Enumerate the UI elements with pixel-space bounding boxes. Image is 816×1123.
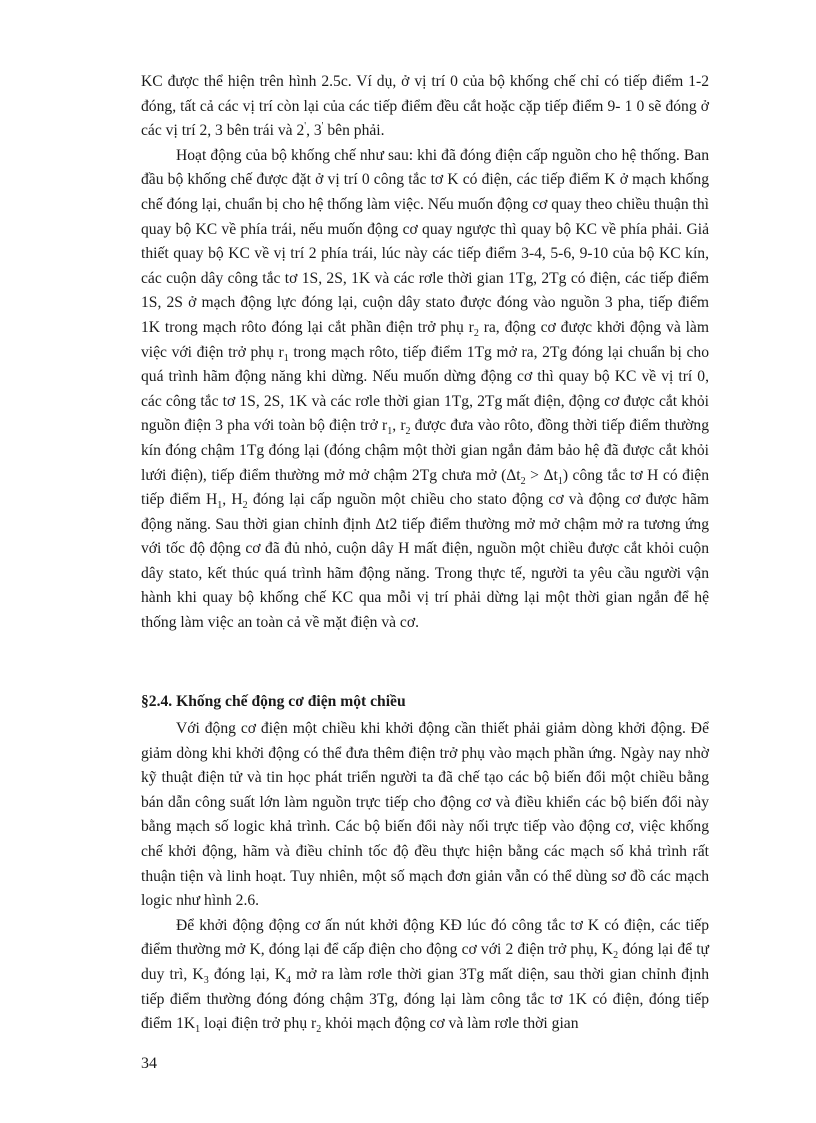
text-run: ) công tắc tơ H có điện tiếp điểm H [141,466,709,509]
sub-script-text: 1 [557,475,563,487]
sub-script-text: 1 [283,352,289,364]
sub-script-text: 2 [316,1024,322,1036]
sub-script-text: 2 [520,475,526,487]
text-run: đóng lại để tự duy trì, K [141,941,709,983]
paragraph [141,914,709,1037]
sub-script-text: 2 [473,328,479,340]
sub-script-text: 1 [195,1024,201,1036]
paragraph [141,144,709,636]
sub-script-text: 2 [242,500,248,512]
text-run: được đưa vào rôto, đồng thời tiếp điểm thường kín đóng chậm 1Tg đóng lại (đóng chậm một thời gian ngắn đảm bảo hệ đã được cắt khỏi lưới điện), tiếp điểm thường mở mở chậm 2Tg chưa mở (Δt [141,417,709,484]
sub-script-text: 1 [387,426,393,438]
text-run: đóng lại cấp nguồn một chiều cho stato động cơ và động cơ được hãm động năng. Sau thời gian chỉnh định Δt2 tiếp điểm thường mở mở chậm mở ra tương ứng với tốc độ động cơ đã đủ nhỏ, cuộn dây H mất điện, nguồn một chiều được cắt khỏi cuộn dây stato, kết thúc quá trình hãm động năng. Trong thực tế, người ta yêu cầu người vận hành khi quay bộ khống chế KC qua mỗi vị trí phải dừng lại một thời gian ngắn để hệ thống làm việc an toàn cả về mặt điện và cơ. [141,491,710,632]
sub-script-text: 1 [217,500,223,512]
paragraph [141,717,709,914]
paragraph [141,70,709,144]
page-body [141,70,710,1036]
text-run: đóng lại, K [208,965,287,983]
text-run: trong mạch rôto, tiếp điểm 1Tg mở ra, 2Tg đóng lại chuẩn bị cho quá trình hãm động năng khi dừng. Nếu muốn dừng động cơ thì quay bộ KC về vị trí 0, các công tắc tơ 1S, 2S, 1K và các rơle thời gian 1Tg, 2Tg mất điện, động cơ được cắt khỏi nguồn điện 3 pha với toàn bộ điện trở r [141,343,709,435]
sub-script-text: 2 [405,426,411,438]
sup-script-text: ' [321,121,324,132]
sub-script-text: 3 [203,975,209,987]
text-run: Hoạt động của bộ khống chế như sau: khi đã đóng điện cấp nguồn cho hệ thống. Ban đầu bộ khống chế được đặt ở vị trí 0 công tắc tơ K có điện, các tiếp điểm K ở mạch khống chế đóng lại, chuẩn bị cho hệ thống làm việc. Nếu muốn động cơ quay theo chiều thuận thì quay bộ KC về phía trái, nếu muốn động cơ quay ngược thì quay bộ KC về phía phải. Giả thiết quay bộ KC về vị trí 2 phía trái, lúc này các tiếp điểm 3-4, 5-6, 9-10 của bộ KC kín, các cuộn dây công tắc tơ 1S, 2S, 1K và các rơle thời gian 1Tg, 2Tg có điện, các tiếp điểm 1S, 2S ở mạch động lực đóng lại, cuộn dây stato được đóng vào nguồn 3 pha, tiếp điểm 1K trong mạch rôto đóng lại cắt phần điện trở phụ r [141,146,709,336]
sup-script-text: ' [304,121,307,132]
text-run: loại điện trở phụ r [200,1015,317,1033]
text-run: Với động cơ điện một chiều khi khởi động cần thiết phải giảm dòng khởi động. Để giảm dòng khi khởi động có thể đưa thêm điện trở phụ vào mạch phần ứng. Ngày nay nhờ kỹ thuật điện tử và tin học phát triển người ta đã chế tạo các bộ biến đổi một chiều bằng bán dẫn công suất lớn làm nguồn trực tiếp cho động cơ và điều khiển các bộ biến đổi này bằng mạch số logic khả trình. Các bộ biến đổi này nối trực tiếp vào động cơ, việc khống chế khởi động, hãm và điều chỉnh tốc độ đều thực hiện bằng các mạch số khả trình rất thuận tiện và linh hoạt. Tuy nhiên, một số mạch đơn giản vẫn có thể dùng sơ đồ các mạch logic như hình 2.6. [141,720,709,910]
text-run: ra, động cơ được khởi động và làm việc với điện trở phụ r [141,318,709,361]
text-run: , r [392,417,406,435]
text-run: , H [222,491,243,509]
text-run: > Δt [525,466,558,484]
sub-script-text: 2 [613,950,619,962]
section-heading: §2.4. Khống chế động cơ điện một chiều [141,693,406,710]
section-body [141,717,709,1037]
page-number: 34 [141,1055,157,1072]
text-run: Để khởi động động cơ ấn nút khởi động KĐ lúc đó công tắc tơ K có điện, các tiếp điểm thường mở K, đóng lại để cấp điện cho động cơ với 2 điện trở phụ, K [141,916,709,959]
text-run: khỏi mạch động cơ và làm rơle thời gian [321,1015,579,1033]
text-run: KC được thể hiện trên hình 2.5c. Ví dụ, ở vị trí 0 của bộ khống chế chỉ có tiếp điểm 1-2 đóng, tất cả các vị trí còn lại của các tiếp điểm đều cắt hoặc cặp tiếp điểm 9- 1 0 sẽ đóng ở các vị trí 2, 3 bên trái và 2 [141,73,709,140]
sub-script-text: 4 [286,975,292,987]
text-run: , 3 [306,122,322,140]
text-run: bên phải. [323,122,385,140]
text-run: mở ra làm rơle thời gian 3Tg mất diện, sau thời gian chỉnh định tiếp điểm thường đóng đóng chậm 3Tg, đóng lại làm công tắc tơ 1K có điện, đóng tiếp điểm 1K [141,965,709,1033]
